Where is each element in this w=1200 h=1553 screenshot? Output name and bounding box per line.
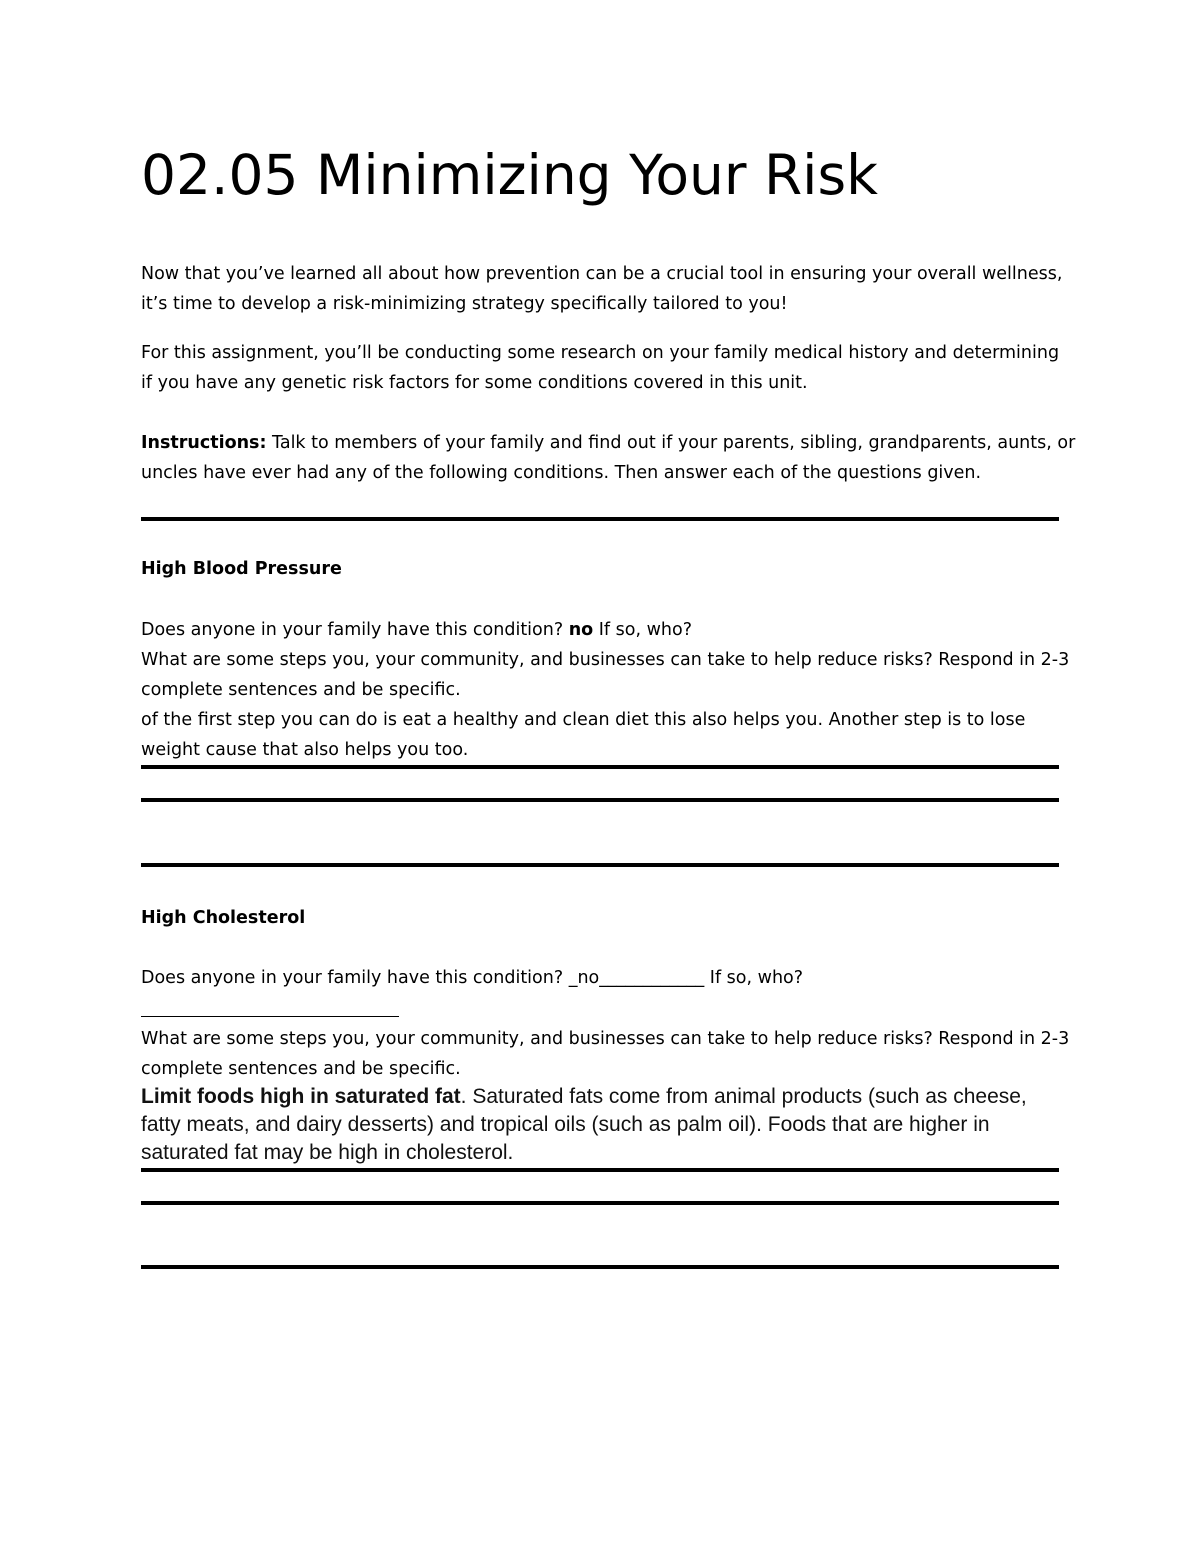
assignment-line-2: if you have any genetic risk factors for some conditions covered in this unit. [141, 373, 808, 393]
answer-line-rule [141, 863, 1059, 867]
cholesterol-question-2 [141, 1024, 1081, 1084]
intro-line-2: it’s time to develop a risk-minimizing strategy specifically tailored to you! [141, 294, 788, 314]
answer-line-rule [141, 765, 1059, 769]
bp-answer-line-1[interactable]: of the first step you can do is eat a healthy and clean diet this also helps you. Another step is to lose [141, 710, 1026, 730]
blood-pressure-questions [141, 615, 1081, 765]
bp-q1-suffix: If so, who? [593, 620, 692, 640]
chol-q2-line-2: complete sentences and be specific. [141, 1059, 461, 1079]
chol-q2-line-1: What are some steps you, your community, and businesses can take to help reduce risks? Respond in 2-3 [141, 1029, 1070, 1049]
answer-line-rule [141, 798, 1059, 802]
cholesterol-answer[interactable] [141, 1083, 1071, 1167]
divider-rule [141, 517, 1059, 521]
bp-q1-answer[interactable]: no [568, 620, 594, 640]
answer-line-rule [141, 1201, 1059, 1205]
section-heading-cholesterol: High Cholesterol [141, 908, 306, 928]
answer-line-rule [141, 1265, 1059, 1269]
intro-line-1: Now that you’ve learned all about how prevention can be a crucial tool in ensuring your overall wellness, [141, 264, 1063, 284]
chol-answer-line-1: . Saturated fats come from animal products (such as cheese, [460, 1085, 1027, 1108]
page-title: 02.05 Minimizing Your Risk [141, 143, 878, 207]
chol-answer-bold: Limit foods high in saturated fat [141, 1085, 461, 1108]
instructions-paragraph [141, 428, 1081, 488]
instructions-label: Instructions: [141, 433, 267, 453]
assignment-paragraph [141, 338, 1081, 398]
bp-q2-line-1: What are some steps you, your community, and businesses can take to help reduce risks? Respond in 2-3 [141, 650, 1070, 670]
chol-q1[interactable]: Does anyone in your family have this condition? _no____________ If so, who? [141, 968, 804, 988]
intro-paragraph [141, 259, 1081, 319]
chol-answer-line-2: fatty meats, and dairy desserts) and tropical oils (such as palm oil). Foods that are higher in [141, 1113, 990, 1136]
assignment-line-1: For this assignment, you’ll be conducting some research on your family medical history and determining [141, 343, 1060, 363]
chol-answer-line-3: saturated fat may be high in cholesterol. [141, 1141, 514, 1164]
bp-q2-line-2: complete sentences and be specific. [141, 680, 461, 700]
cholesterol-question-1 [141, 963, 1081, 993]
instructions-line-1: Talk to members of your family and find out if your parents, sibling, grandparents, aunts, or [266, 433, 1076, 453]
instructions-line-2: uncles have ever had any of the following conditions. Then answer each of the questions given. [141, 463, 982, 483]
blank-answer-line[interactable] [141, 1016, 399, 1017]
bp-answer-line-2[interactable]: weight cause that also helps you too. [141, 740, 469, 760]
bp-q1-prefix: Does anyone in your family have this condition? [141, 620, 569, 640]
section-heading-blood-pressure: High Blood Pressure [141, 559, 342, 579]
answer-line-rule [141, 1168, 1059, 1172]
